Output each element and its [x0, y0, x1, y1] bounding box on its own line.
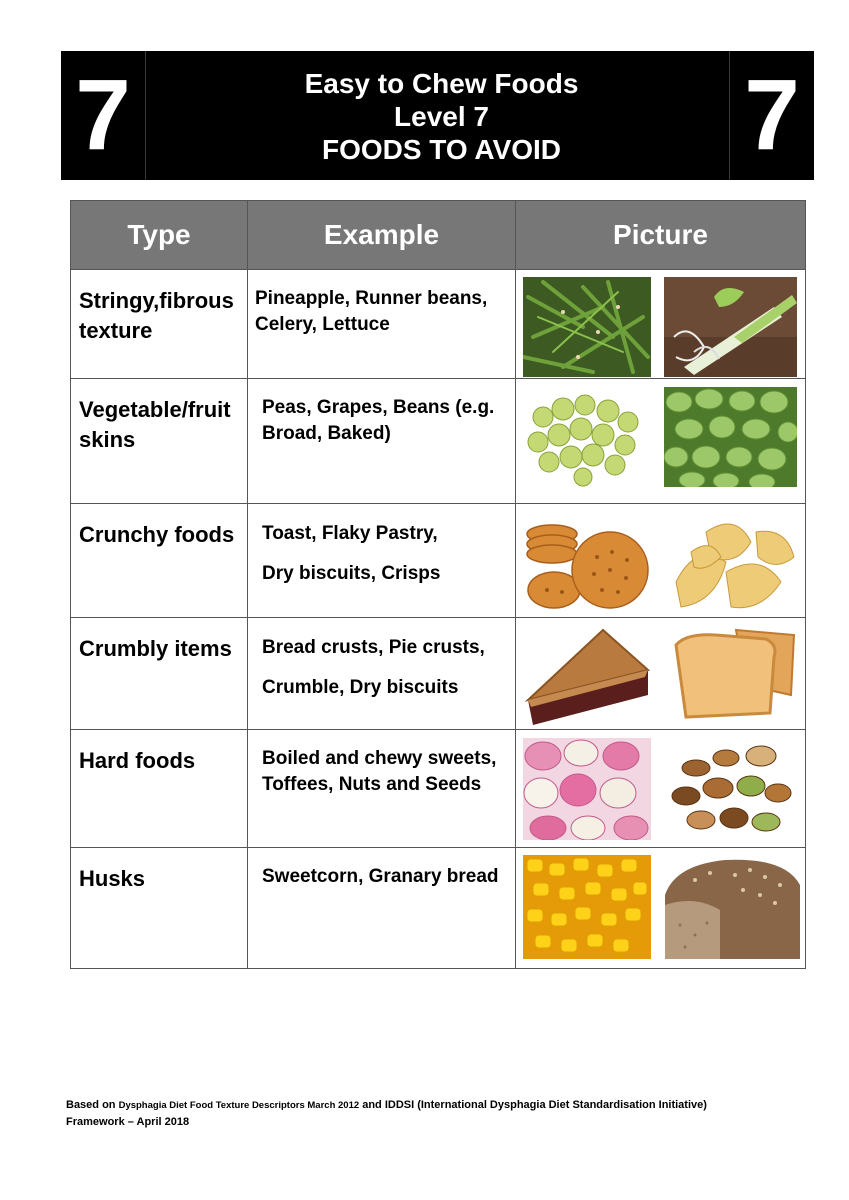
table-row [71, 730, 806, 848]
foods-to-avoid-table [70, 200, 806, 969]
type-label: Husks [79, 866, 146, 891]
picture-cell [516, 270, 806, 379]
picture-cell [516, 504, 806, 618]
example-line: Toast, Flaky Pastry, [262, 523, 438, 544]
type-label: Hard foods [79, 748, 196, 773]
level-number-left: 7 [61, 51, 146, 180]
picture-cell [516, 379, 806, 504]
type-cell [71, 379, 248, 504]
table-row [71, 379, 806, 504]
title-line-2: Level 7 [394, 101, 489, 132]
example-text-block [248, 504, 515, 594]
picture-cell [516, 848, 806, 969]
footer-line-1 [66, 1097, 786, 1114]
example-cell [248, 504, 516, 618]
picture-cell [516, 618, 806, 730]
example-text: Pineapple, Runner beans, Celery, Lettuce [255, 288, 488, 335]
iddsi-text: and IDDSI (International Dysphagia Diet Standardisation Initiative) [362, 1099, 707, 1111]
table-row [71, 848, 806, 969]
granary-bread-image [665, 855, 800, 959]
example-cell [248, 379, 516, 504]
green-beans-image [523, 277, 651, 377]
based-on-text: Based on [66, 1099, 116, 1111]
example-cell [248, 848, 516, 969]
example-line: Dry biscuits, Crisps [262, 563, 441, 584]
title-line-3: FOODS TO AVOID [321, 134, 562, 165]
example-line: Crumble, Dry biscuits [262, 677, 459, 698]
picture-cell [516, 730, 806, 848]
example-text: Sweetcorn, Granary bread [262, 866, 499, 887]
column-header-type: Type [71, 201, 248, 270]
crackers-image [522, 512, 656, 615]
table-row [71, 504, 806, 618]
type-cell [71, 270, 248, 379]
type-cell [71, 618, 248, 730]
footer-citation [66, 1097, 786, 1130]
title-line-1: Easy to Chew Foods [304, 68, 579, 99]
crisps-image [666, 512, 797, 615]
column-header-picture: Picture [516, 201, 806, 270]
toast-image [666, 625, 797, 727]
example-text: Peas, Grapes, Beans (e.g. Broad, Baked) [262, 397, 495, 444]
example-text: Boiled and chewy sweets, Toffees, Nuts and Seeds [262, 748, 497, 795]
example-cell [248, 730, 516, 848]
celery-image [664, 277, 797, 377]
boiled-sweets-image [523, 738, 651, 840]
level-number-right: 7 [729, 51, 814, 180]
mixed-nuts-image [666, 738, 797, 840]
table-header-row [71, 201, 806, 270]
sweetcorn-image [523, 855, 651, 959]
column-header-example: Example [248, 201, 516, 270]
example-cell [248, 618, 516, 730]
source-descriptors: Dysphagia Diet Food Texture Descriptors March 2012 [118, 1100, 360, 1111]
footer-line-2: Framework – April 2018 [66, 1116, 190, 1128]
type-cell [71, 848, 248, 969]
type-label: Stringy,fibrous texture [79, 288, 234, 343]
grapes-image [523, 387, 651, 487]
table-row [71, 618, 806, 730]
type-cell [71, 730, 248, 848]
page-header [61, 51, 814, 180]
example-cell [248, 270, 516, 379]
broad-beans-image [664, 387, 797, 487]
type-label: Vegetable/fruit skins [79, 397, 231, 452]
pie-slice-image [523, 625, 651, 727]
example-line: Bread crusts, Pie crusts, [262, 637, 485, 658]
table-row [71, 270, 806, 379]
type-label: Crumbly items [79, 636, 232, 661]
page-title [145, 67, 738, 166]
type-label: Crunchy foods [79, 522, 235, 547]
example-text-block [248, 618, 515, 708]
type-cell [71, 504, 248, 618]
